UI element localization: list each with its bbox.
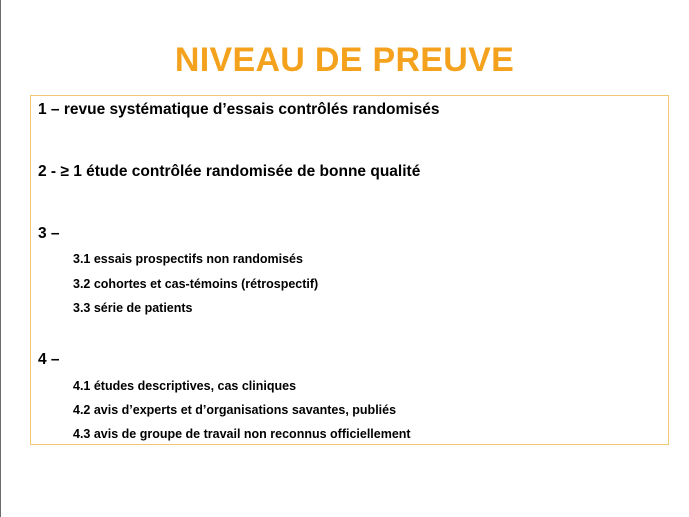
level-1-label: 1 – revue systématique d’essais contrôlés randomisés [38,101,440,118]
level-4-label: 4 – [38,351,60,368]
level-3-item-2: 3.2 cohortes et cas-témoins (rétrospectif) [73,277,319,291]
level-2-label: 2 - ≥ 1 étude contrôlée randomisée de bonne qualité [38,163,421,180]
level-4-item-1: 4.1 études descriptives, cas cliniques [73,379,297,393]
level-4-item-2: 4.2 avis d’experts et d’organisations savantes, publiés [73,403,397,417]
level-3-item-3: 3.3 série de patients [73,301,193,315]
slide-title: NIVEAU DE PREUVE [174,41,515,79]
level-3-label: 3 – [38,225,60,242]
level-4-item-3: 4.3 avis de groupe de travail non reconnus officiellement [73,427,411,441]
level-3-item-1: 3.1 essais prospectifs non randomisés [73,252,303,266]
evidence-levels-box [30,95,669,445]
